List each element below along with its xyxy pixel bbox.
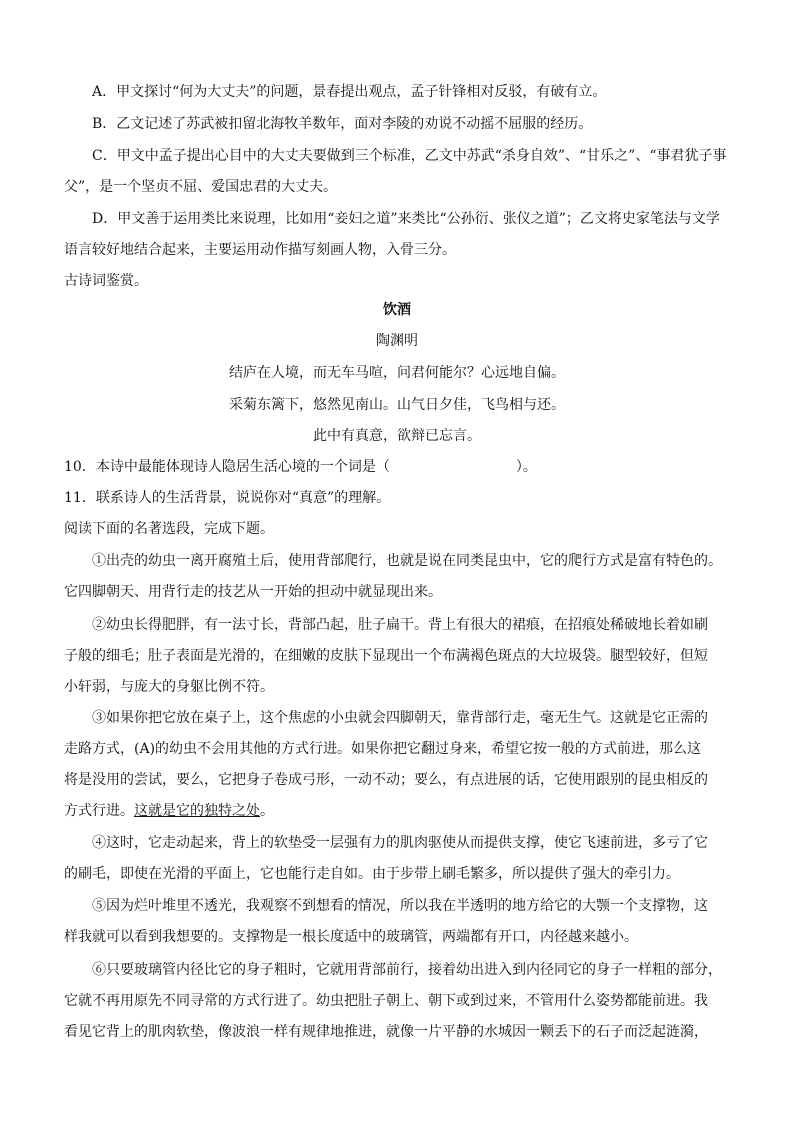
option-d-line2: 语言较好地结合起来，主要运用动作描写刻画人物，入骨三分。 <box>64 242 456 258</box>
paragraph-5-line1: ⑤因为烂叶堆里不透光，我观察不到想看的情况，所以我在半透明的地方给它的大颚一个支撑物，这 <box>92 898 708 914</box>
option-d-line1: D．甲文善于运用类比来说理，比如用“妾妇之道”来类比“公孙衍、张仪之道”；乙文将史家笔法与文学 <box>92 211 720 227</box>
poem-title: 饮酒 <box>383 302 411 318</box>
paragraph-3-line4-start: 方式行进。 <box>64 803 134 819</box>
poem-line-1: 结庐在人境，而无车马喧，问君何能尔？心远地自偏。 <box>229 365 565 381</box>
paragraph-5-line2: 样我就可以看到我想要的。支撑物是一根长度适中的玻璃管，两端都有开口，内径越来越小。 <box>64 929 638 945</box>
paragraph-2-line3: 小轩弱，与庞大的身躯比例不符。 <box>64 679 274 695</box>
option-b: B．乙文记述了苏武被扣留北海牧羊数年，面对李陵的劝说不动摇不屈服的经历。 <box>92 116 593 132</box>
paragraph-3-line4 <box>0 796 794 826</box>
paragraph-3-line3: 将是没用的尝试，要么，它把身子卷成弓形，一动不动；要么，有点进展的话，它使用跟别的昆虫相反的 <box>64 772 708 788</box>
option-a: A．甲文探讨“何为大丈夫”的问题，景春提出观点，孟子针锋相对反驳，有破有立。 <box>92 84 607 100</box>
reading-intro: 阅读下面的名著选段，完成下题。 <box>64 521 274 537</box>
question-10 <box>0 452 794 482</box>
poem-intro: 古诗词鉴赏。 <box>64 273 148 289</box>
paragraph-1-line2: 它四脚朝天、用背行走的技艺从一开始的担动中就显现出来。 <box>64 584 442 600</box>
paragraph-4-line2: 的刷毛，即使在光滑的平面上，它也能行走自如。由于步带上刷毛繁多，所以提供了强大的牵引力。 <box>64 866 680 882</box>
paragraph-3-line4-end: 。 <box>260 803 274 819</box>
paragraph-6-line2: 它就不再用原先不同寻常的方式行进了。幼虫把肚子朝上、朝下或到过来，不管用什么姿势都能前进。我 <box>64 993 708 1009</box>
poem-line-3: 此中有真意，欲辩已忘言。 <box>313 428 481 444</box>
paragraph-4-line1: ④这时，它走动起来，背上的软垫受一层强有力的肌肉驱使从而提供支撑，使它飞速前进，多亏了它 <box>92 835 708 851</box>
paragraph-3-line2: 走路方式，(A)的幼虫不会用其他的方式行进。如果你把它翻过身来，希望它按一般的方式前进，那么这 <box>64 741 702 757</box>
poem-line-2: 采菊东篱下，悠然见南山。山气日夕佳，飞鸟相与还。 <box>229 397 565 413</box>
option-c-line2: 父”，是一个坚贞不屈、爱国忠君的大丈夫。 <box>64 179 338 195</box>
paragraph-2-line1: ②幼虫长得肥胖，有一法寸长，背部凸起，肚子扁干。背上有很大的裙痕，在招痕处稀破地长着如刷 <box>92 617 708 633</box>
paragraph-3-line1: ③如果你把它放在桌子上，这个焦虑的小虫就会四脚朝天，靠背部行走，毫无生气。这就是它正需的 <box>92 710 708 726</box>
underlined-phrase: 这就是它的独特之处 <box>134 803 260 819</box>
poem-author: 陶渊明 <box>376 333 418 349</box>
paragraph-6-line3: 看见它背上的肌肉软垫，像波浪一样有规律地推进，就像一片平静的水城因一颗丢下的石子而泛起涟漪， <box>64 1024 708 1040</box>
question-11: 11．联系诗人的生活背景，说说你对“真意”的理解。 <box>64 490 391 506</box>
question-10-prefix: 10．本诗中最能体现诗人隐居生活心境的一个词是（ <box>64 459 390 475</box>
option-c-line1: C．甲文中孟子提出心目中的大丈夫要做到三个标准，乙文中苏武“杀身自效”、“甘乐之”、“事君犹子事 <box>92 148 727 164</box>
paragraph-1-line1: ①出壳的幼虫一离开腐殖土后，使用背部爬行，也就是说在同类昆虫中，它的爬行方式是富有特色的。 <box>92 553 722 569</box>
paragraph-2-line2: 子般的细毛；肚子表面是光滑的，在细嫩的皮肤下显现出一个布满褐色斑点的大垃圾袋。腿型较好，但短 <box>64 648 708 664</box>
question-10-suffix: ）。 <box>515 459 537 475</box>
paragraph-6-line1: ⑥只要玻璃管内径比它的身子粗时，它就用背部前行，接着幼出进入到内径同它的身子一样粗的部分， <box>92 962 722 978</box>
